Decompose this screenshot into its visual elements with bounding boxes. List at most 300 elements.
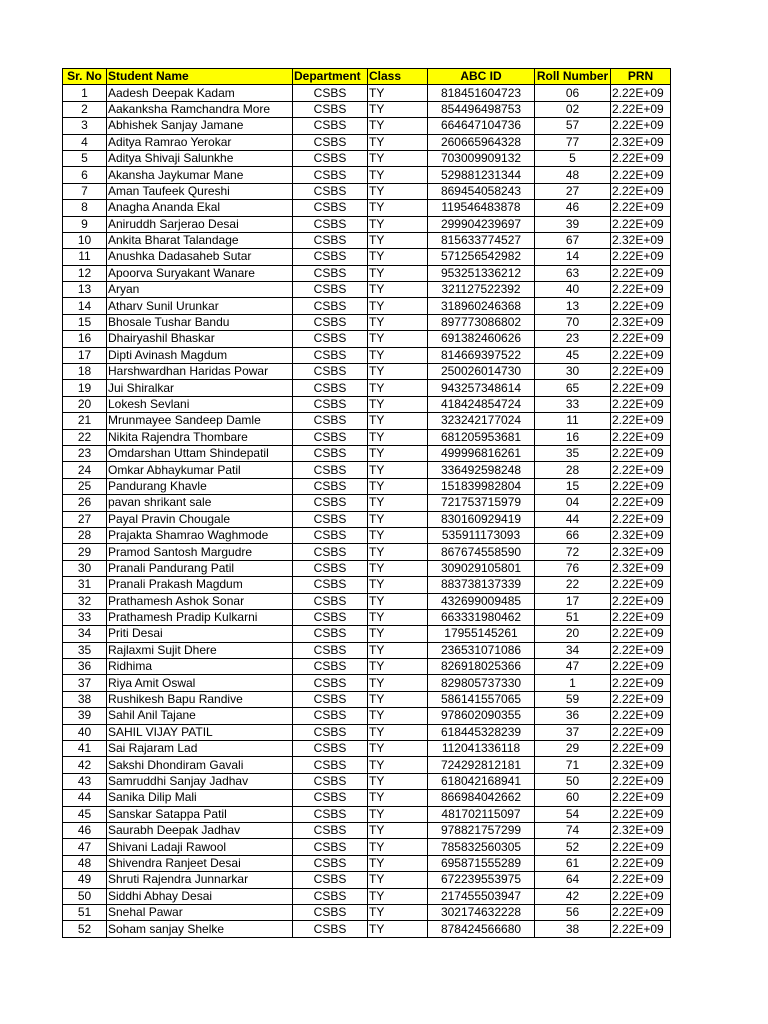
cell-prn[interactable]: 2.22E+09 bbox=[611, 249, 671, 265]
cell-roll-number[interactable]: 14 bbox=[535, 249, 611, 265]
cell-abc-id[interactable]: 826918025366 bbox=[428, 659, 535, 675]
cell-prn[interactable]: 2.22E+09 bbox=[611, 396, 671, 412]
cell-department[interactable]: CSBS bbox=[293, 478, 368, 494]
cell-student-name[interactable]: Priti Desai bbox=[107, 626, 293, 642]
cell-student-name[interactable]: Rushikesh Bapu Randive bbox=[107, 691, 293, 707]
cell-student-name[interactable]: Lokesh Sevlani bbox=[107, 396, 293, 412]
cell-prn[interactable]: 2.22E+09 bbox=[611, 183, 671, 199]
cell-roll-number[interactable]: 16 bbox=[535, 429, 611, 445]
header-prn[interactable]: PRN bbox=[611, 69, 671, 85]
cell-roll-number[interactable]: 60 bbox=[535, 790, 611, 806]
cell-sr-no[interactable]: 35 bbox=[63, 642, 107, 658]
cell-prn[interactable]: 2.22E+09 bbox=[611, 445, 671, 461]
cell-student-name[interactable]: Sanika Dilip Mali bbox=[107, 790, 293, 806]
cell-roll-number[interactable]: 15 bbox=[535, 478, 611, 494]
cell-class[interactable]: TY bbox=[368, 609, 428, 625]
cell-student-name[interactable]: Jui Shiralkar bbox=[107, 380, 293, 396]
cell-prn[interactable]: 2.32E+09 bbox=[611, 544, 671, 560]
cell-sr-no[interactable]: 27 bbox=[63, 511, 107, 527]
cell-department[interactable]: CSBS bbox=[293, 904, 368, 920]
cell-abc-id[interactable]: 867674558590 bbox=[428, 544, 535, 560]
cell-student-name[interactable]: SAHIL VIJAY PATIL bbox=[107, 724, 293, 740]
cell-sr-no[interactable]: 20 bbox=[63, 396, 107, 412]
cell-roll-number[interactable]: 06 bbox=[535, 85, 611, 101]
cell-student-name[interactable]: Pranali Pandurang Patil bbox=[107, 560, 293, 576]
cell-roll-number[interactable]: 72 bbox=[535, 544, 611, 560]
cell-sr-no[interactable]: 26 bbox=[63, 495, 107, 511]
cell-sr-no[interactable]: 49 bbox=[63, 872, 107, 888]
cell-class[interactable]: TY bbox=[368, 495, 428, 511]
cell-department[interactable]: CSBS bbox=[293, 560, 368, 576]
cell-roll-number[interactable]: 36 bbox=[535, 708, 611, 724]
cell-department[interactable]: CSBS bbox=[293, 331, 368, 347]
cell-department[interactable]: CSBS bbox=[293, 822, 368, 838]
cell-department[interactable]: CSBS bbox=[293, 183, 368, 199]
cell-class[interactable]: TY bbox=[368, 445, 428, 461]
cell-roll-number[interactable]: 50 bbox=[535, 773, 611, 789]
cell-roll-number[interactable]: 5 bbox=[535, 150, 611, 166]
cell-roll-number[interactable]: 70 bbox=[535, 314, 611, 330]
cell-student-name[interactable]: Anagha Ananda Ekal bbox=[107, 200, 293, 216]
cell-department[interactable]: CSBS bbox=[293, 118, 368, 134]
cell-sr-no[interactable]: 16 bbox=[63, 331, 107, 347]
cell-sr-no[interactable]: 24 bbox=[63, 462, 107, 478]
cell-class[interactable]: TY bbox=[368, 822, 428, 838]
cell-department[interactable]: CSBS bbox=[293, 757, 368, 773]
cell-prn[interactable]: 2.32E+09 bbox=[611, 527, 671, 543]
cell-roll-number[interactable]: 71 bbox=[535, 757, 611, 773]
cell-student-name[interactable]: Akansha Jaykumar Mane bbox=[107, 167, 293, 183]
cell-sr-no[interactable]: 33 bbox=[63, 609, 107, 625]
cell-sr-no[interactable]: 30 bbox=[63, 560, 107, 576]
cell-class[interactable]: TY bbox=[368, 708, 428, 724]
cell-student-name[interactable]: Sahil Anil Tajane bbox=[107, 708, 293, 724]
cell-roll-number[interactable]: 38 bbox=[535, 921, 611, 937]
cell-sr-no[interactable]: 7 bbox=[63, 183, 107, 199]
cell-department[interactable]: CSBS bbox=[293, 347, 368, 363]
cell-abc-id[interactable]: 869454058243 bbox=[428, 183, 535, 199]
header-sr-no[interactable]: Sr. No bbox=[63, 69, 107, 85]
cell-roll-number[interactable]: 20 bbox=[535, 626, 611, 642]
cell-department[interactable]: CSBS bbox=[293, 150, 368, 166]
cell-roll-number[interactable]: 44 bbox=[535, 511, 611, 527]
cell-sr-no[interactable]: 36 bbox=[63, 659, 107, 675]
cell-class[interactable]: TY bbox=[368, 101, 428, 117]
cell-class[interactable]: TY bbox=[368, 675, 428, 691]
cell-sr-no[interactable]: 23 bbox=[63, 445, 107, 461]
cell-roll-number[interactable]: 64 bbox=[535, 872, 611, 888]
cell-prn[interactable]: 2.22E+09 bbox=[611, 855, 671, 871]
cell-sr-no[interactable]: 51 bbox=[63, 904, 107, 920]
cell-prn[interactable]: 2.22E+09 bbox=[611, 216, 671, 232]
cell-roll-number[interactable]: 45 bbox=[535, 347, 611, 363]
cell-prn[interactable]: 2.22E+09 bbox=[611, 200, 671, 216]
cell-class[interactable]: TY bbox=[368, 872, 428, 888]
cell-abc-id[interactable]: 432699009485 bbox=[428, 593, 535, 609]
cell-class[interactable]: TY bbox=[368, 183, 428, 199]
cell-roll-number[interactable]: 17 bbox=[535, 593, 611, 609]
cell-abc-id[interactable]: 695871555289 bbox=[428, 855, 535, 871]
cell-roll-number[interactable]: 63 bbox=[535, 265, 611, 281]
cell-abc-id[interactable]: 323242177024 bbox=[428, 413, 535, 429]
cell-department[interactable]: CSBS bbox=[293, 265, 368, 281]
cell-student-name[interactable]: Bhosale Tushar Bandu bbox=[107, 314, 293, 330]
cell-sr-no[interactable]: 8 bbox=[63, 200, 107, 216]
cell-class[interactable]: TY bbox=[368, 577, 428, 593]
cell-abc-id[interactable]: 953251336212 bbox=[428, 265, 535, 281]
cell-sr-no[interactable]: 38 bbox=[63, 691, 107, 707]
cell-prn[interactable]: 2.32E+09 bbox=[611, 314, 671, 330]
cell-prn[interactable]: 2.22E+09 bbox=[611, 888, 671, 904]
cell-prn[interactable]: 2.22E+09 bbox=[611, 118, 671, 134]
cell-roll-number[interactable]: 27 bbox=[535, 183, 611, 199]
cell-prn[interactable]: 2.22E+09 bbox=[611, 724, 671, 740]
cell-roll-number[interactable]: 34 bbox=[535, 642, 611, 658]
cell-prn[interactable]: 2.32E+09 bbox=[611, 232, 671, 248]
cell-class[interactable]: TY bbox=[368, 429, 428, 445]
cell-abc-id[interactable]: 721753715979 bbox=[428, 495, 535, 511]
cell-prn[interactable]: 2.22E+09 bbox=[611, 773, 671, 789]
cell-prn[interactable]: 2.22E+09 bbox=[611, 298, 671, 314]
cell-abc-id[interactable]: 112041336118 bbox=[428, 741, 535, 757]
cell-roll-number[interactable]: 76 bbox=[535, 560, 611, 576]
cell-abc-id[interactable]: 309029105801 bbox=[428, 560, 535, 576]
cell-prn[interactable]: 2.22E+09 bbox=[611, 642, 671, 658]
header-department[interactable]: Department bbox=[293, 69, 368, 85]
cell-class[interactable]: TY bbox=[368, 593, 428, 609]
cell-abc-id[interactable]: 535911173093 bbox=[428, 527, 535, 543]
cell-class[interactable]: TY bbox=[368, 118, 428, 134]
cell-student-name[interactable]: Sanskar Satappa Patil bbox=[107, 806, 293, 822]
cell-roll-number[interactable]: 28 bbox=[535, 462, 611, 478]
cell-department[interactable]: CSBS bbox=[293, 675, 368, 691]
cell-department[interactable]: CSBS bbox=[293, 626, 368, 642]
cell-department[interactable]: CSBS bbox=[293, 593, 368, 609]
cell-prn[interactable]: 2.22E+09 bbox=[611, 921, 671, 937]
cell-abc-id[interactable]: 586141557065 bbox=[428, 691, 535, 707]
cell-class[interactable]: TY bbox=[368, 888, 428, 904]
cell-student-name[interactable]: Dhairyashil Bhaskar bbox=[107, 331, 293, 347]
cell-sr-no[interactable]: 37 bbox=[63, 675, 107, 691]
cell-department[interactable]: CSBS bbox=[293, 462, 368, 478]
cell-class[interactable]: TY bbox=[368, 626, 428, 642]
cell-abc-id[interactable]: 785832560305 bbox=[428, 839, 535, 855]
cell-department[interactable]: CSBS bbox=[293, 495, 368, 511]
cell-roll-number[interactable]: 11 bbox=[535, 413, 611, 429]
cell-prn[interactable]: 2.22E+09 bbox=[611, 577, 671, 593]
cell-roll-number[interactable]: 04 bbox=[535, 495, 611, 511]
cell-class[interactable]: TY bbox=[368, 282, 428, 298]
cell-roll-number[interactable]: 35 bbox=[535, 445, 611, 461]
cell-department[interactable]: CSBS bbox=[293, 249, 368, 265]
cell-department[interactable]: CSBS bbox=[293, 839, 368, 855]
cell-department[interactable]: CSBS bbox=[293, 511, 368, 527]
cell-class[interactable]: TY bbox=[368, 527, 428, 543]
cell-sr-no[interactable]: 25 bbox=[63, 478, 107, 494]
cell-class[interactable]: TY bbox=[368, 659, 428, 675]
cell-abc-id[interactable]: 672239553975 bbox=[428, 872, 535, 888]
cell-roll-number[interactable]: 74 bbox=[535, 822, 611, 838]
cell-abc-id[interactable]: 119546483878 bbox=[428, 200, 535, 216]
cell-roll-number[interactable]: 61 bbox=[535, 855, 611, 871]
cell-roll-number[interactable]: 02 bbox=[535, 101, 611, 117]
cell-department[interactable]: CSBS bbox=[293, 413, 368, 429]
cell-department[interactable]: CSBS bbox=[293, 167, 368, 183]
cell-prn[interactable]: 2.22E+09 bbox=[611, 331, 671, 347]
cell-department[interactable]: CSBS bbox=[293, 888, 368, 904]
cell-student-name[interactable]: Pandurang Khavle bbox=[107, 478, 293, 494]
cell-student-name[interactable]: Shivani Ladaji Rawool bbox=[107, 839, 293, 855]
cell-abc-id[interactable]: 318960246368 bbox=[428, 298, 535, 314]
cell-roll-number[interactable]: 29 bbox=[535, 741, 611, 757]
cell-abc-id[interactable]: 499996816261 bbox=[428, 445, 535, 461]
cell-student-name[interactable]: Sakshi Dhondiram Gavali bbox=[107, 757, 293, 773]
cell-sr-no[interactable]: 11 bbox=[63, 249, 107, 265]
cell-sr-no[interactable]: 14 bbox=[63, 298, 107, 314]
cell-department[interactable]: CSBS bbox=[293, 741, 368, 757]
cell-department[interactable]: CSBS bbox=[293, 724, 368, 740]
cell-sr-no[interactable]: 18 bbox=[63, 364, 107, 380]
cell-abc-id[interactable]: 236531071086 bbox=[428, 642, 535, 658]
cell-abc-id[interactable]: 691382460626 bbox=[428, 331, 535, 347]
cell-abc-id[interactable]: 481702115097 bbox=[428, 806, 535, 822]
cell-class[interactable]: TY bbox=[368, 511, 428, 527]
cell-student-name[interactable]: Prajakta Shamrao Waghmode bbox=[107, 527, 293, 543]
cell-student-name[interactable]: Anushka Dadasaheb Sutar bbox=[107, 249, 293, 265]
cell-class[interactable]: TY bbox=[368, 560, 428, 576]
cell-abc-id[interactable]: 883738137339 bbox=[428, 577, 535, 593]
cell-roll-number[interactable]: 13 bbox=[535, 298, 611, 314]
cell-department[interactable]: CSBS bbox=[293, 314, 368, 330]
cell-department[interactable]: CSBS bbox=[293, 659, 368, 675]
cell-class[interactable]: TY bbox=[368, 642, 428, 658]
cell-prn[interactable]: 2.22E+09 bbox=[611, 593, 671, 609]
cell-class[interactable]: TY bbox=[368, 904, 428, 920]
cell-department[interactable]: CSBS bbox=[293, 200, 368, 216]
cell-student-name[interactable]: Pramod Santosh Margudre bbox=[107, 544, 293, 560]
cell-abc-id[interactable]: 943257348614 bbox=[428, 380, 535, 396]
cell-department[interactable]: CSBS bbox=[293, 527, 368, 543]
cell-sr-no[interactable]: 9 bbox=[63, 216, 107, 232]
cell-roll-number[interactable]: 22 bbox=[535, 577, 611, 593]
cell-class[interactable]: TY bbox=[368, 396, 428, 412]
cell-roll-number[interactable]: 67 bbox=[535, 232, 611, 248]
cell-student-name[interactable]: Aniruddh Sarjerao Desai bbox=[107, 216, 293, 232]
cell-prn[interactable]: 2.22E+09 bbox=[611, 839, 671, 855]
cell-abc-id[interactable]: 978821757299 bbox=[428, 822, 535, 838]
cell-class[interactable]: TY bbox=[368, 757, 428, 773]
cell-department[interactable]: CSBS bbox=[293, 544, 368, 560]
cell-department[interactable]: CSBS bbox=[293, 380, 368, 396]
cell-roll-number[interactable]: 51 bbox=[535, 609, 611, 625]
cell-sr-no[interactable]: 5 bbox=[63, 150, 107, 166]
cell-abc-id[interactable]: 336492598248 bbox=[428, 462, 535, 478]
cell-abc-id[interactable]: 724292812181 bbox=[428, 757, 535, 773]
cell-roll-number[interactable]: 30 bbox=[535, 364, 611, 380]
cell-class[interactable]: TY bbox=[368, 380, 428, 396]
cell-department[interactable]: CSBS bbox=[293, 790, 368, 806]
cell-class[interactable]: TY bbox=[368, 331, 428, 347]
cell-abc-id[interactable]: 618445328239 bbox=[428, 724, 535, 740]
cell-department[interactable]: CSBS bbox=[293, 445, 368, 461]
cell-sr-no[interactable]: 1 bbox=[63, 85, 107, 101]
cell-prn[interactable]: 2.22E+09 bbox=[611, 101, 671, 117]
cell-prn[interactable]: 2.22E+09 bbox=[611, 691, 671, 707]
cell-prn[interactable]: 2.22E+09 bbox=[611, 347, 671, 363]
cell-department[interactable]: CSBS bbox=[293, 855, 368, 871]
cell-class[interactable]: TY bbox=[368, 806, 428, 822]
cell-abc-id[interactable]: 978602090355 bbox=[428, 708, 535, 724]
cell-abc-id[interactable]: 151839982804 bbox=[428, 478, 535, 494]
cell-department[interactable]: CSBS bbox=[293, 872, 368, 888]
cell-abc-id[interactable]: 529881231344 bbox=[428, 167, 535, 183]
cell-department[interactable]: CSBS bbox=[293, 364, 368, 380]
cell-prn[interactable]: 2.22E+09 bbox=[611, 609, 671, 625]
cell-prn[interactable]: 2.22E+09 bbox=[611, 708, 671, 724]
cell-prn[interactable]: 2.22E+09 bbox=[611, 872, 671, 888]
cell-sr-no[interactable]: 31 bbox=[63, 577, 107, 593]
cell-class[interactable]: TY bbox=[368, 298, 428, 314]
cell-roll-number[interactable]: 65 bbox=[535, 380, 611, 396]
cell-abc-id[interactable]: 854496498753 bbox=[428, 101, 535, 117]
cell-student-name[interactable]: Aditya Ramrao Yerokar bbox=[107, 134, 293, 150]
cell-abc-id[interactable]: 663331980462 bbox=[428, 609, 535, 625]
cell-prn[interactable]: 2.22E+09 bbox=[611, 511, 671, 527]
cell-student-name[interactable]: Siddhi Abhay Desai bbox=[107, 888, 293, 904]
cell-sr-no[interactable]: 22 bbox=[63, 429, 107, 445]
cell-abc-id[interactable]: 664647104736 bbox=[428, 118, 535, 134]
cell-student-name[interactable]: Atharv Sunil Urunkar bbox=[107, 298, 293, 314]
cell-class[interactable]: TY bbox=[368, 216, 428, 232]
cell-prn[interactable]: 2.22E+09 bbox=[611, 364, 671, 380]
cell-abc-id[interactable]: 681205953681 bbox=[428, 429, 535, 445]
cell-abc-id[interactable]: 571256542982 bbox=[428, 249, 535, 265]
cell-sr-no[interactable]: 28 bbox=[63, 527, 107, 543]
cell-roll-number[interactable]: 23 bbox=[535, 331, 611, 347]
cell-abc-id[interactable]: 878424566680 bbox=[428, 921, 535, 937]
cell-sr-no[interactable]: 6 bbox=[63, 167, 107, 183]
cell-student-name[interactable]: Snehal Pawar bbox=[107, 904, 293, 920]
cell-class[interactable]: TY bbox=[368, 167, 428, 183]
cell-roll-number[interactable]: 52 bbox=[535, 839, 611, 855]
cell-roll-number[interactable]: 1 bbox=[535, 675, 611, 691]
cell-student-name[interactable]: Omdarshan Uttam Shindepatil bbox=[107, 445, 293, 461]
cell-class[interactable]: TY bbox=[368, 364, 428, 380]
cell-student-name[interactable]: Riya Amit Oswal bbox=[107, 675, 293, 691]
cell-department[interactable]: CSBS bbox=[293, 708, 368, 724]
cell-sr-no[interactable]: 39 bbox=[63, 708, 107, 724]
cell-roll-number[interactable]: 40 bbox=[535, 282, 611, 298]
cell-class[interactable]: TY bbox=[368, 134, 428, 150]
cell-student-name[interactable]: Abhishek Sanjay Jamane bbox=[107, 118, 293, 134]
cell-sr-no[interactable]: 3 bbox=[63, 118, 107, 134]
cell-abc-id[interactable]: 618042168941 bbox=[428, 773, 535, 789]
cell-student-name[interactable]: Aryan bbox=[107, 282, 293, 298]
cell-prn[interactable]: 2.32E+09 bbox=[611, 757, 671, 773]
cell-department[interactable]: CSBS bbox=[293, 806, 368, 822]
cell-sr-no[interactable]: 17 bbox=[63, 347, 107, 363]
cell-roll-number[interactable]: 77 bbox=[535, 134, 611, 150]
cell-department[interactable]: CSBS bbox=[293, 101, 368, 117]
cell-department[interactable]: CSBS bbox=[293, 429, 368, 445]
header-roll-number[interactable]: Roll Number bbox=[535, 69, 611, 85]
cell-student-name[interactable]: Pranali Prakash Magdum bbox=[107, 577, 293, 593]
cell-roll-number[interactable]: 56 bbox=[535, 904, 611, 920]
cell-student-name[interactable]: Soham sanjay Shelke bbox=[107, 921, 293, 937]
cell-sr-no[interactable]: 29 bbox=[63, 544, 107, 560]
cell-sr-no[interactable]: 15 bbox=[63, 314, 107, 330]
cell-sr-no[interactable]: 34 bbox=[63, 626, 107, 642]
cell-student-name[interactable]: Prathamesh Pradip Kulkarni bbox=[107, 609, 293, 625]
cell-abc-id[interactable]: 302174632228 bbox=[428, 904, 535, 920]
cell-class[interactable]: TY bbox=[368, 200, 428, 216]
cell-student-name[interactable]: Apoorva Suryakant Wanare bbox=[107, 265, 293, 281]
cell-abc-id[interactable]: 897773086802 bbox=[428, 314, 535, 330]
cell-class[interactable]: TY bbox=[368, 85, 428, 101]
cell-sr-no[interactable]: 50 bbox=[63, 888, 107, 904]
cell-student-name[interactable]: Payal Pravin Chougale bbox=[107, 511, 293, 527]
cell-sr-no[interactable]: 40 bbox=[63, 724, 107, 740]
cell-roll-number[interactable]: 42 bbox=[535, 888, 611, 904]
cell-prn[interactable]: 2.22E+09 bbox=[611, 626, 671, 642]
cell-class[interactable]: TY bbox=[368, 855, 428, 871]
cell-class[interactable]: TY bbox=[368, 839, 428, 855]
cell-department[interactable]: CSBS bbox=[293, 232, 368, 248]
cell-prn[interactable]: 2.22E+09 bbox=[611, 675, 671, 691]
cell-department[interactable]: CSBS bbox=[293, 921, 368, 937]
cell-prn[interactable]: 2.32E+09 bbox=[611, 560, 671, 576]
cell-student-name[interactable]: Aakanksha Ramchandra More bbox=[107, 101, 293, 117]
cell-department[interactable]: CSBS bbox=[293, 216, 368, 232]
cell-student-name[interactable]: Samruddhi Sanjay Jadhav bbox=[107, 773, 293, 789]
cell-class[interactable]: TY bbox=[368, 921, 428, 937]
cell-prn[interactable]: 2.22E+09 bbox=[611, 462, 671, 478]
cell-department[interactable]: CSBS bbox=[293, 396, 368, 412]
cell-sr-no[interactable]: 19 bbox=[63, 380, 107, 396]
header-student-name[interactable]: Student Name bbox=[107, 69, 293, 85]
cell-student-name[interactable]: Harshwardhan Haridas Powar bbox=[107, 364, 293, 380]
cell-sr-no[interactable]: 12 bbox=[63, 265, 107, 281]
cell-prn[interactable]: 2.22E+09 bbox=[611, 413, 671, 429]
cell-sr-no[interactable]: 21 bbox=[63, 413, 107, 429]
cell-student-name[interactable]: Shruti Rajendra Junnarkar bbox=[107, 872, 293, 888]
cell-roll-number[interactable]: 59 bbox=[535, 691, 611, 707]
cell-student-name[interactable]: Prathamesh Ashok Sonar bbox=[107, 593, 293, 609]
cell-department[interactable]: CSBS bbox=[293, 298, 368, 314]
cell-department[interactable]: CSBS bbox=[293, 691, 368, 707]
cell-prn[interactable]: 2.22E+09 bbox=[611, 806, 671, 822]
cell-roll-number[interactable]: 66 bbox=[535, 527, 611, 543]
cell-roll-number[interactable]: 37 bbox=[535, 724, 611, 740]
cell-prn[interactable]: 2.22E+09 bbox=[611, 282, 671, 298]
cell-student-name[interactable]: Aadesh Deepak Kadam bbox=[107, 85, 293, 101]
cell-prn[interactable]: 2.22E+09 bbox=[611, 659, 671, 675]
cell-class[interactable]: TY bbox=[368, 232, 428, 248]
cell-prn[interactable]: 2.32E+09 bbox=[611, 134, 671, 150]
cell-student-name[interactable]: Sai Rajaram Lad bbox=[107, 741, 293, 757]
cell-student-name[interactable]: Dipti Avinash Magdum bbox=[107, 347, 293, 363]
cell-sr-no[interactable]: 46 bbox=[63, 822, 107, 838]
cell-student-name[interactable]: Shivendra Ranjeet Desai bbox=[107, 855, 293, 871]
cell-prn[interactable]: 2.22E+09 bbox=[611, 429, 671, 445]
cell-prn[interactable]: 2.22E+09 bbox=[611, 380, 671, 396]
cell-sr-no[interactable]: 48 bbox=[63, 855, 107, 871]
cell-abc-id[interactable]: 17955145261 bbox=[428, 626, 535, 642]
cell-abc-id[interactable]: 217455503947 bbox=[428, 888, 535, 904]
cell-abc-id[interactable]: 299904239697 bbox=[428, 216, 535, 232]
cell-student-name[interactable]: Mrunmayee Sandeep Damle bbox=[107, 413, 293, 429]
cell-roll-number[interactable]: 48 bbox=[535, 167, 611, 183]
